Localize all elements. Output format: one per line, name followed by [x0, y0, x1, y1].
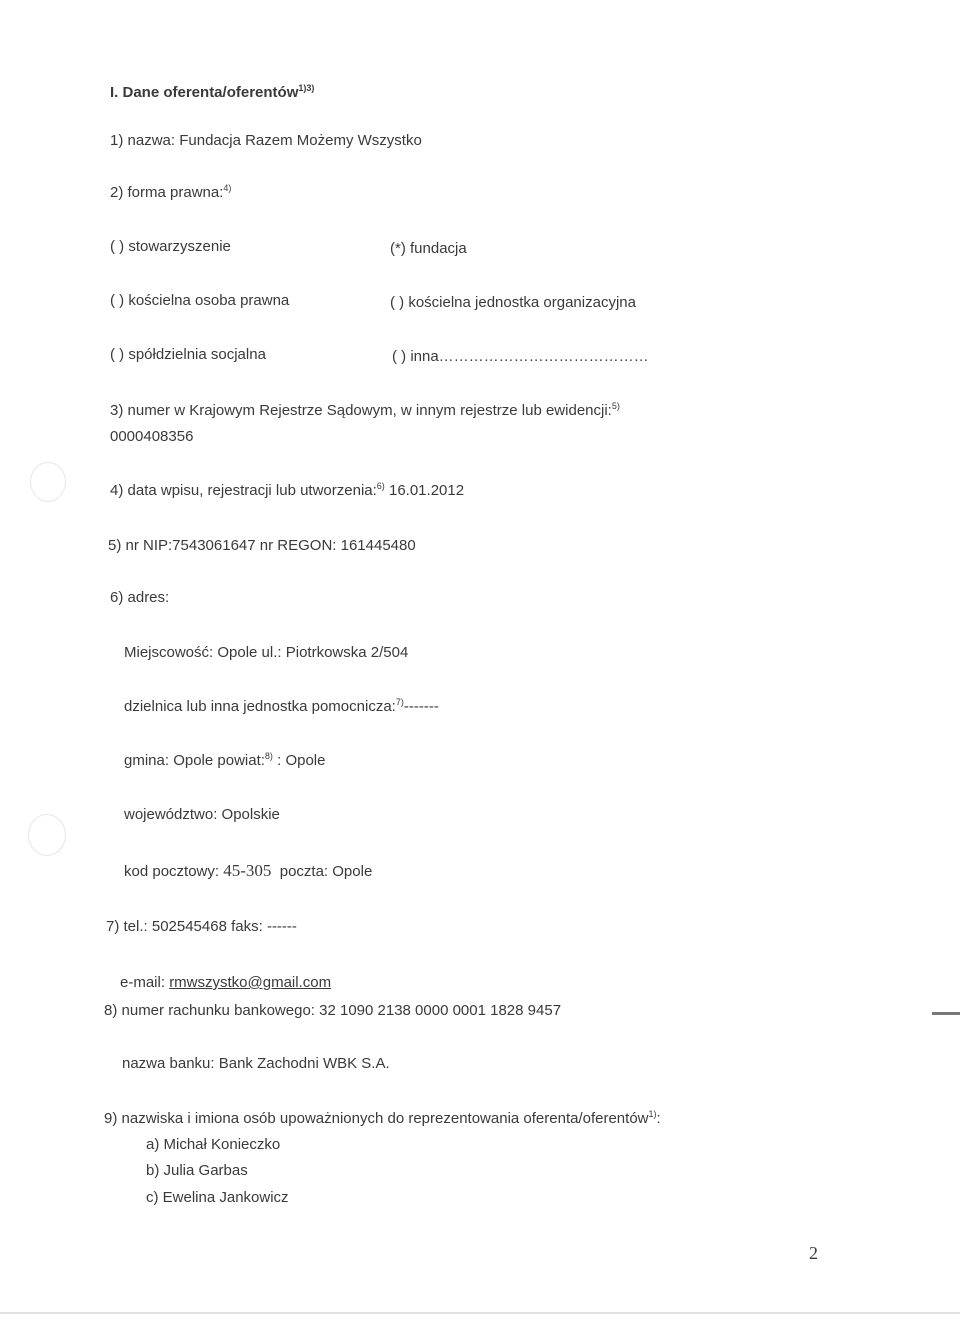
- kod-pocztowy-line: kod pocztowy: 45-305 poczta: Opole: [124, 861, 373, 880]
- miejscowosc-line: Miejscowość: Opole ul.: Piotrkowska 2/504: [124, 644, 409, 661]
- nazwa-line: 1) nazwa: Fundacja Razem Możemy Wszystko: [110, 132, 422, 149]
- data-wpisu-value: 16.01.2012: [388, 482, 465, 499]
- gmina-line: gmina: Opole powiat:$^{8)}$ : Opole: [124, 751, 326, 769]
- email-link[interactable]: rmwszystko@gmail.com: [169, 974, 332, 991]
- punch-hole-top: [30, 462, 66, 502]
- krs-line: 3) numer w Krajowym Rejestrze Sądowym, w innym rejestrze lub ewidencji:$^{5)}$: [110, 401, 620, 419]
- scan-edge-bottom: [0, 1312, 960, 1314]
- option-spoldzielnia: ( ) spółdzielnia socjalna: [110, 346, 266, 363]
- option-fundacja: (*) fundacja: [390, 240, 467, 257]
- adres-label: 6) adres:: [110, 589, 170, 606]
- tel-faks-line: 7) tel.: 502545468 faks: ------: [106, 918, 297, 935]
- bank-line: nazwa banku: Bank Zachodni WBK S.A.: [122, 1055, 390, 1072]
- person-item: a) Michał Konieczko: [146, 1136, 281, 1153]
- punch-hole-bottom: [28, 814, 66, 856]
- rachunek-line: 8) numer rachunku bankowego: 32 1090 2138 0000 0001 1828 9457: [104, 1002, 562, 1019]
- dzielnica-line: dzielnica lub inna jednostka pomocnicza:$^{7)}$-------: [124, 697, 439, 715]
- option-koscielna-jednostka: ( ) kościelna jednostka organizacyjna: [390, 294, 636, 311]
- krs-value: 0000408356: [110, 428, 194, 445]
- kod-pocztowy-value: 45-305: [223, 861, 272, 880]
- osoby-line: 9) nazwiska i imiona osób upoważnionych do reprezentowania oferenta/oferentów$^{1)}$:: [104, 1109, 661, 1127]
- option-stowarzyszenie: ( ) stowarzyszenie: [110, 238, 231, 255]
- nip-regon-line: 5) nr NIP:7543061647 nr REGON: 161445480: [108, 537, 416, 554]
- scan-edge-right: [932, 1012, 960, 1015]
- option-inna: ( ) inna……………………………………: [392, 348, 649, 365]
- person-item: b) Julia Garbas: [146, 1162, 248, 1179]
- wojewodztwo-line: województwo: Opolskie: [124, 806, 280, 823]
- person-item: c) Ewelina Jankowicz: [146, 1189, 289, 1206]
- forma-prawna-line: 2) forma prawna:$^{4)}$: [110, 183, 232, 201]
- email-line: e-mail: rmwszystko@gmail.com: [120, 974, 332, 991]
- data-wpisu-line: 4) data wpisu, rejestracji lub utworzenia:$^{6)}$ 16.01.2012: [110, 481, 465, 499]
- nazwa-value: Fundacja Razem Możemy Wszystko: [179, 132, 422, 149]
- section-title: I. Dane oferenta/oferentów$^{1)3)}$: [110, 83, 315, 101]
- page-number: 2: [809, 1243, 818, 1263]
- option-koscielna-osoba: ( ) kościelna osoba prawna: [110, 292, 290, 309]
